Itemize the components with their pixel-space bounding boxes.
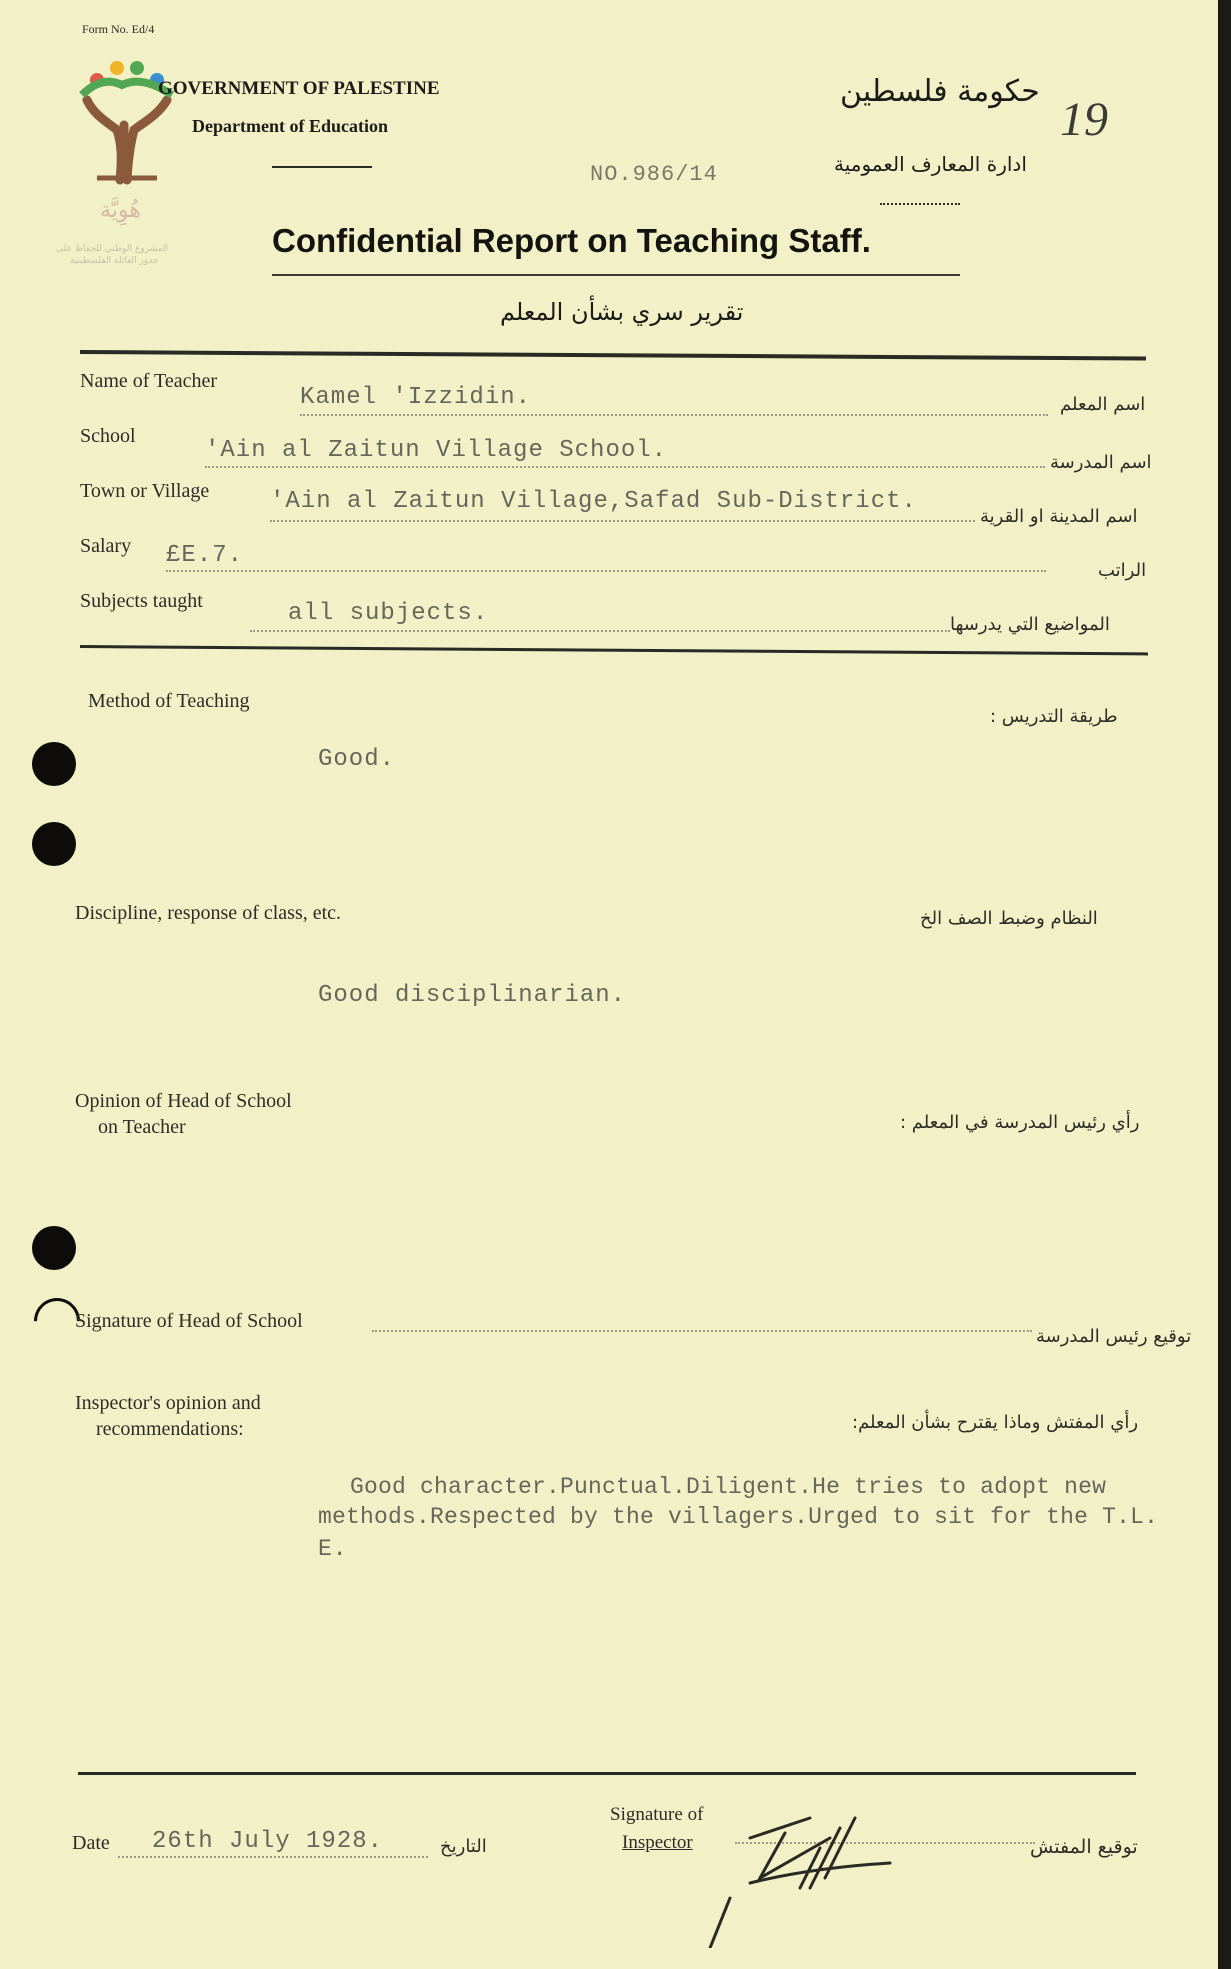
name-dotted-line	[300, 414, 1048, 416]
bottom-rule	[78, 1772, 1136, 1775]
salary-label: Salary	[80, 535, 132, 557]
signature-head-label-ar: توقيع رئيس المدرسة	[1036, 1326, 1192, 1347]
signature-inspector-label-2: Inspector	[622, 1832, 693, 1853]
watermark-line1: المشروع الوطني للحفاظ على	[56, 244, 169, 254]
form-number: Form No. Ed/4	[82, 22, 155, 36]
signature-inspector-label: Signature of	[610, 1804, 704, 1825]
watermark-line2: جذور العائلة الفلسطينية	[70, 256, 159, 266]
discipline-label-ar: النظام وضبط الصف الخ	[920, 908, 1098, 929]
subjects-value: all subjects.	[288, 600, 489, 627]
discipline-value: Good disciplinarian.	[318, 982, 627, 1009]
name-label: Name of Teacher	[80, 370, 218, 392]
date-value: 26th July 1928.	[152, 1828, 384, 1855]
salary-value: £E.7.	[166, 542, 244, 569]
signature-head-dotted-line	[372, 1330, 1032, 1332]
method-label: Method of Teaching	[88, 690, 250, 712]
opinion-head-label-ar: رأي رئيس المدرسة في المعلم :	[900, 1112, 1140, 1133]
inspector-opinion-label: Inspector's opinion and	[75, 1392, 261, 1414]
punch-hole	[32, 822, 76, 866]
inspector-opinion-line-2: methods.Respected by the villagers.Urged to sit for the T.L.	[318, 1504, 1159, 1530]
punch-hole	[32, 1226, 76, 1270]
top-rule	[80, 350, 1146, 361]
school-value: 'Ain al Zaitun Village School.	[205, 437, 668, 464]
department-title: Department of Education	[192, 116, 388, 136]
watermark-logo-text: هُوِيَّة	[100, 198, 141, 223]
header-divider-right	[880, 203, 960, 205]
date-dotted-line	[118, 1856, 428, 1858]
government-title-ar: حكومة فلسطين	[840, 74, 1040, 109]
school-label-ar: اسم المدرسة	[1050, 452, 1152, 473]
teacher-name-value: Kamel 'Izzidin.	[300, 384, 532, 411]
report-title: Confidential Report on Teaching Staff.	[272, 222, 871, 259]
discipline-label: Discipline, response of class, etc.	[75, 902, 342, 924]
school-label: School	[80, 425, 136, 447]
method-label-ar: طريقة التدريس :	[990, 706, 1118, 727]
header-divider-left	[272, 166, 372, 168]
salary-dotted-line	[166, 570, 1046, 572]
inspector-opinion-label-2: recommendations:	[96, 1418, 244, 1440]
opinion-head-label: Opinion of Head of School	[75, 1090, 292, 1112]
inspector-opinion-label-ar: رأي المفتش وماذا يقترح بشأن المعلم:	[852, 1412, 1139, 1433]
subjects-label-ar: المواضيع التي يدرسها	[950, 614, 1110, 635]
page-number-handwritten: 19	[1060, 93, 1108, 146]
report-title-ar: تقرير سري بشأن المعلم	[500, 298, 744, 326]
salary-label-ar: الراتب	[1098, 560, 1147, 581]
punch-hole	[32, 742, 76, 786]
school-dotted-line	[205, 466, 1045, 468]
opinion-head-label-2: on Teacher	[98, 1116, 186, 1138]
town-dotted-line	[270, 520, 975, 522]
subjects-label: Subjects taught	[80, 590, 203, 612]
government-title: GOVERNMENT OF PALESTINE	[158, 78, 440, 99]
date-label-ar: التاريخ	[440, 1836, 487, 1857]
town-label-ar: اسم المدينة او القرية	[980, 506, 1138, 527]
signature-inspector-label-ar: توقيع المفتش	[1030, 1836, 1138, 1858]
fields-bottom-rule	[80, 645, 1148, 655]
signature-head-label: Signature of Head of School	[75, 1310, 303, 1332]
town-label: Town or Village	[80, 480, 210, 502]
inspector-signature-mark	[690, 1808, 920, 1948]
reference-number: NO.986/14	[590, 162, 718, 187]
method-value: Good.	[318, 746, 396, 773]
subjects-dotted-line	[250, 630, 950, 632]
department-title-ar: ادارة المعارف العمومية	[834, 152, 1027, 176]
title-underline	[272, 274, 960, 276]
inspector-opinion-line-3: E.	[318, 1536, 348, 1562]
tree-logo-icon	[72, 50, 182, 190]
town-value: 'Ain al Zaitun Village,Safad Sub-District.	[270, 488, 917, 515]
name-label-ar: اسم المعلم	[1060, 394, 1146, 415]
inspector-opinion-line-1: Good character.Punctual.Diligent.He tries to adopt new	[350, 1474, 1107, 1500]
date-label: Date	[72, 1832, 110, 1854]
